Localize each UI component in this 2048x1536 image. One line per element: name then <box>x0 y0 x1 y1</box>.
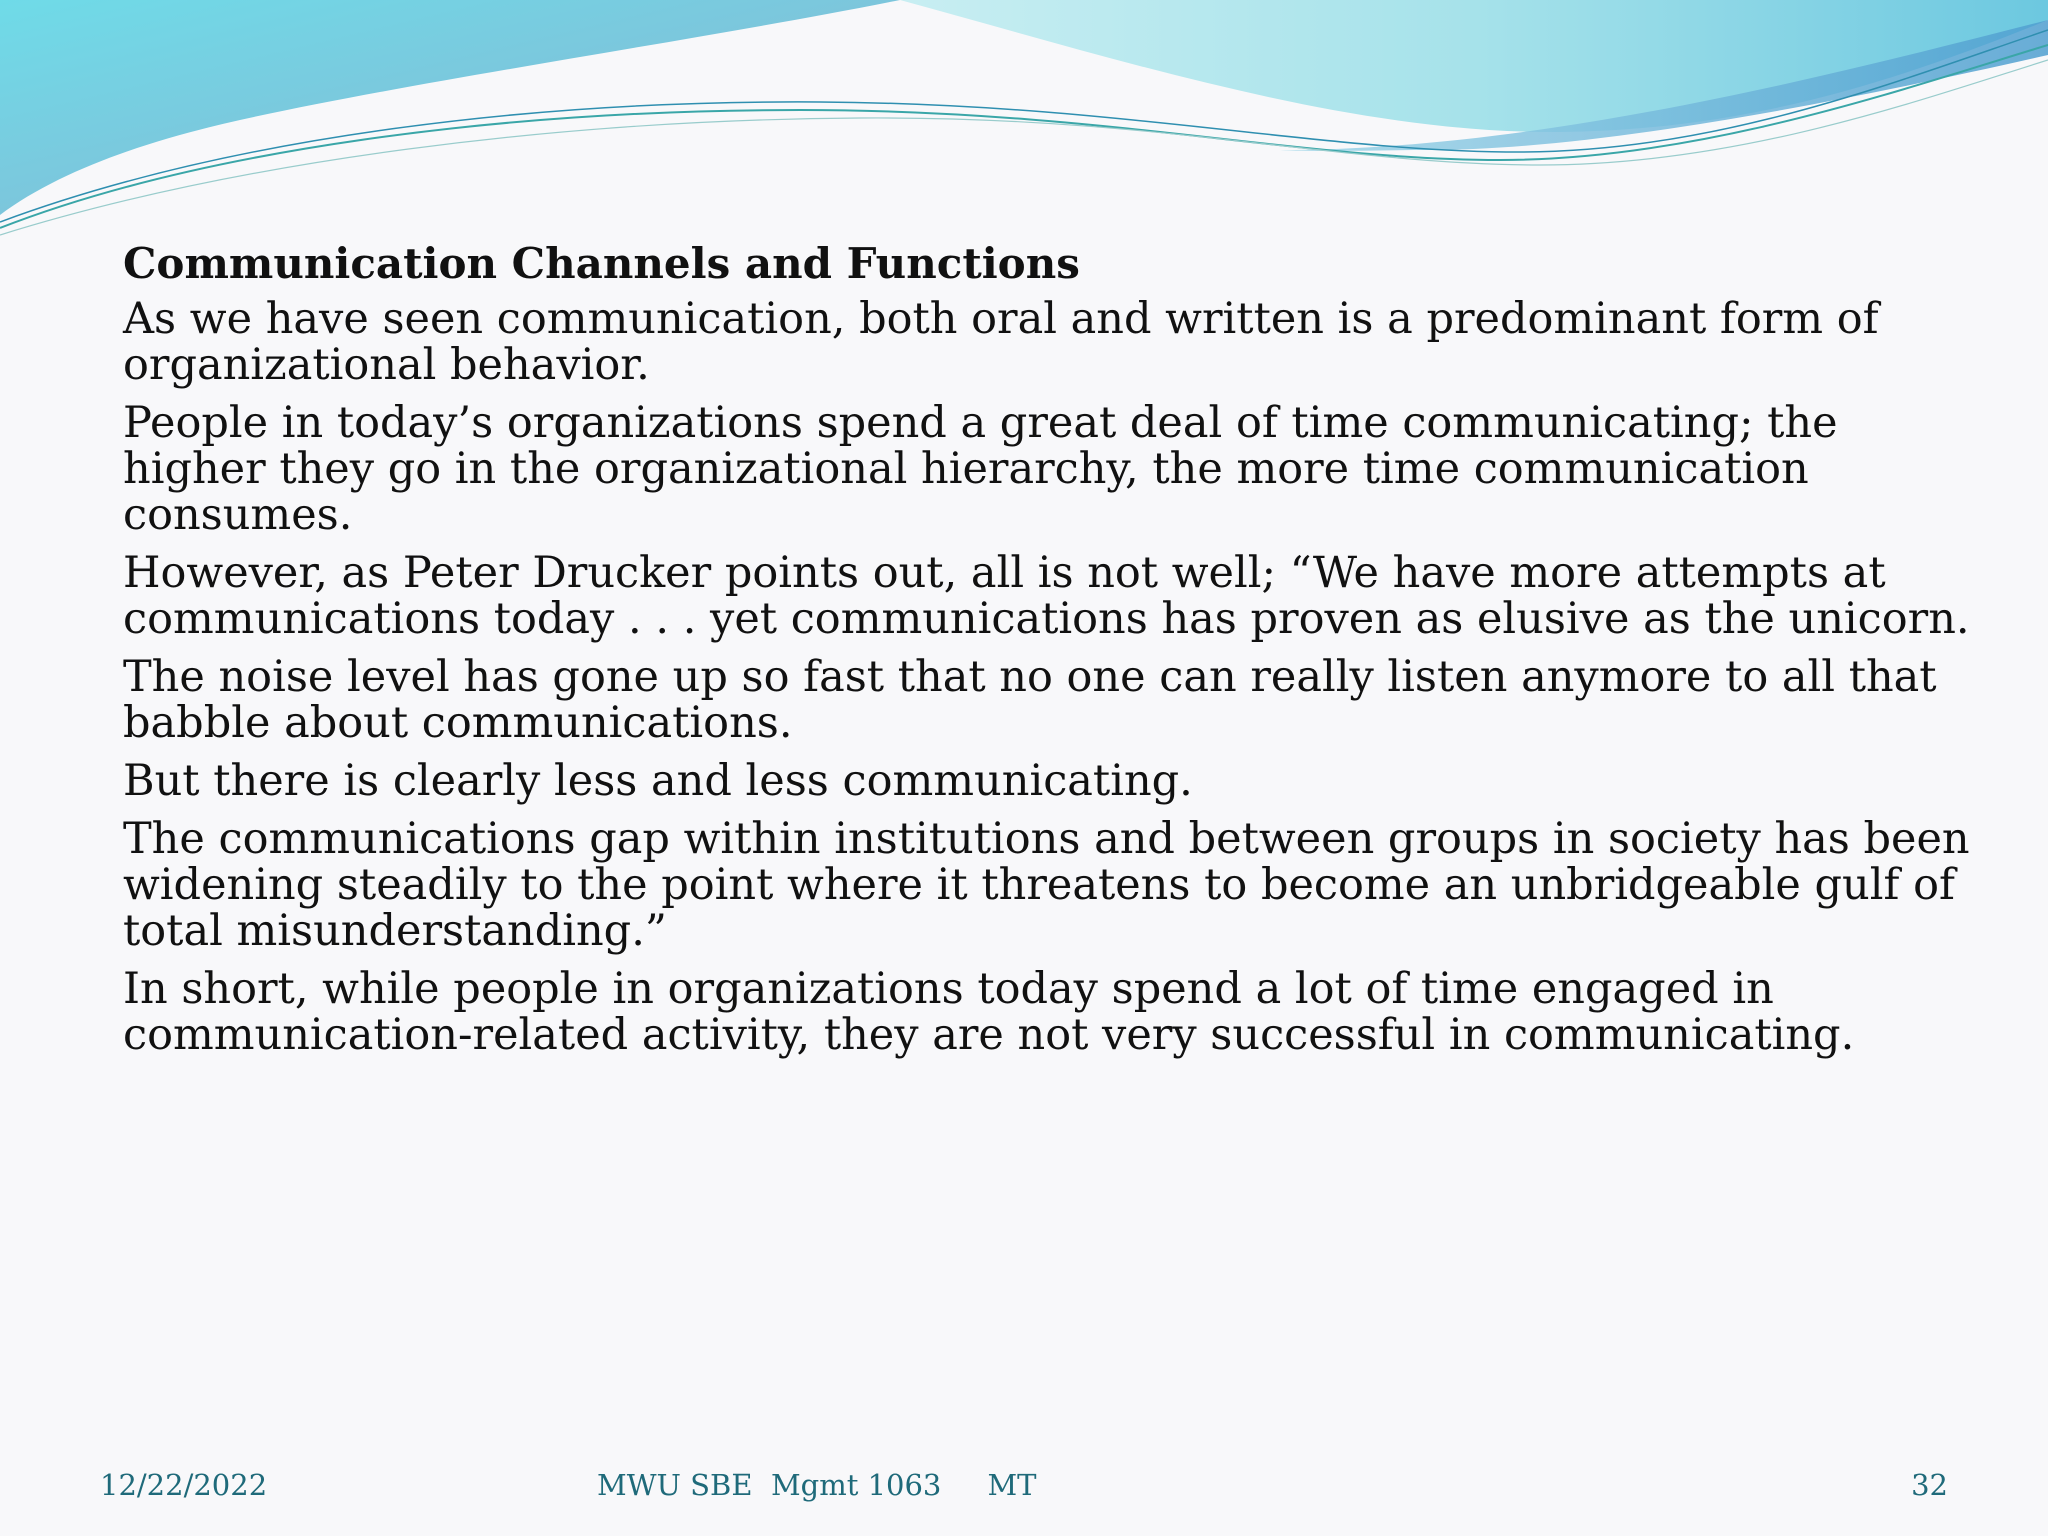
paragraph-3: However, as Peter Drucker points out, all is not well; “We have more attempts at communications today . . . yet communications has proven as elusive as the unicorn. <box>123 548 1970 644</box>
paragraph-7: In short, while people in organizations today spend a lot of time engaged in communication-related activity, they are not very successful in communicating. <box>123 964 1855 1060</box>
footer-date: 12/22/2022 <box>100 1468 268 1502</box>
footer-center-text: MWU SBE Mgmt 1063 MT <box>597 1468 1037 1502</box>
paragraph-2: People in today’s organizations spend a great deal of time communicating; the higher they go in the organizational hierarchy, the more time communication consumes. <box>123 398 1838 540</box>
paragraph-6: The communications gap within institutions and between groups in society has been widening steadily to the point where it threatens to become an unbridgeable gulf of total misunderstanding.” <box>123 814 1970 956</box>
header-wave-decoration <box>0 0 2048 240</box>
slide-body <box>123 240 1973 1070</box>
paragraph-4: The noise level has gone up so fast that no one can really listen anymore to all that babble about communications. <box>123 652 1937 748</box>
paragraph-1: As we have seen communication, both oral and written is a predominant form of organizational behavior. <box>123 294 1879 390</box>
paragraph-5: But there is clearly less and less communicating. <box>123 756 1193 806</box>
wave-left-shape <box>0 0 900 215</box>
slide-number: 32 <box>1911 1468 1948 1502</box>
slide-title: Communication Channels and Functions <box>123 239 1080 288</box>
